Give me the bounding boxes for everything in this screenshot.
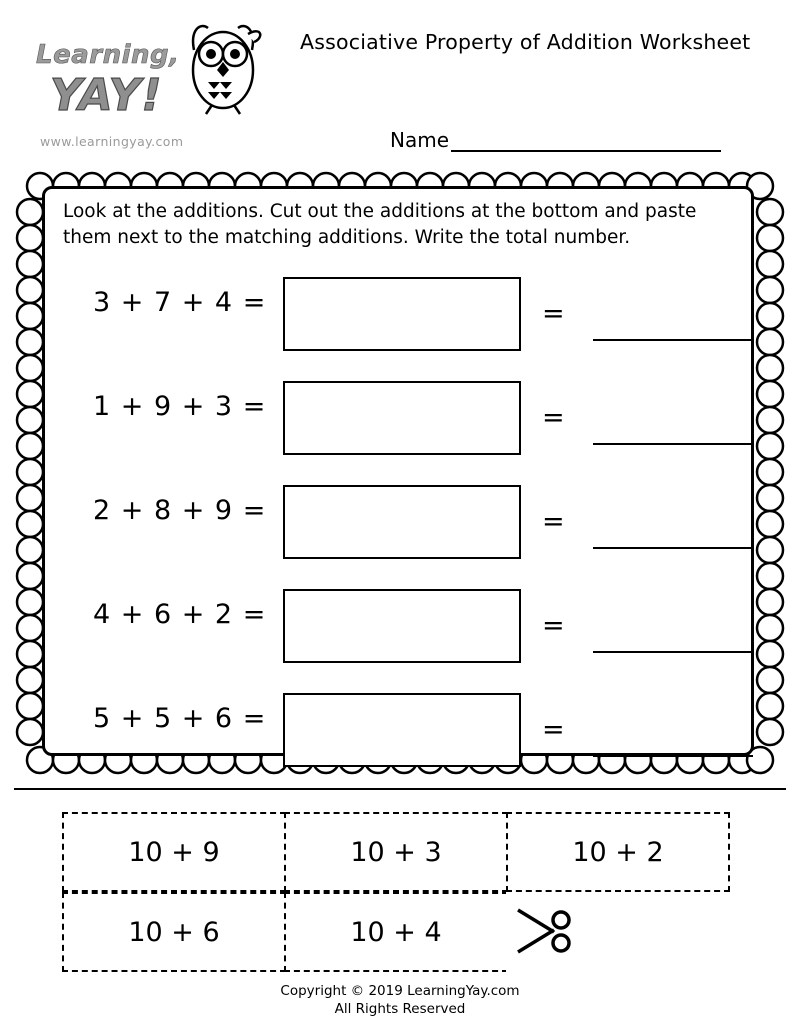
paste-box[interactable] <box>283 693 521 767</box>
name-input-line[interactable] <box>451 132 721 152</box>
equals-sign: = <box>542 506 565 537</box>
cutout-row <box>62 812 742 892</box>
problem-expression: 3 + 7 + 4 = <box>93 287 267 318</box>
page-footer <box>0 982 800 1018</box>
answer-line[interactable] <box>593 651 753 653</box>
logo-text-learning: Learning, <box>36 40 180 70</box>
equals-sign: = <box>542 298 565 329</box>
worksheet-inner-box <box>42 186 754 756</box>
problem-row <box>45 679 757 783</box>
page-header <box>0 0 800 165</box>
scissors-icon <box>512 902 574 960</box>
instructions-text: Look at the additions. Cut out the additions at the bottom and paste them next to the matching additions. Write the total number. <box>63 201 697 249</box>
paste-box[interactable] <box>283 277 521 351</box>
cutout-card[interactable]: 10 + 9 <box>62 812 286 892</box>
name-label: Name <box>390 128 450 152</box>
problem-row <box>45 367 757 471</box>
name-field-row <box>390 128 721 152</box>
cutout-card[interactable]: 10 + 6 <box>62 892 286 972</box>
problem-list <box>45 263 757 783</box>
rights-line: All Rights Reserved <box>334 1001 466 1018</box>
logo-url: www.learningyay.com <box>40 134 184 149</box>
site-logo <box>28 8 258 158</box>
paste-box[interactable] <box>283 381 521 455</box>
page-title: Associative Property of Addition Worksheet <box>300 30 751 54</box>
equals-sign: = <box>542 610 565 641</box>
owl-icon <box>178 12 268 117</box>
answer-line[interactable] <box>593 339 753 341</box>
copyright-line: Copyright © 2019 LearningYay.com <box>280 983 520 999</box>
cutout-card[interactable]: 10 + 2 <box>506 812 730 892</box>
cutout-card[interactable]: 10 + 4 <box>284 892 508 972</box>
answer-line[interactable] <box>593 755 753 757</box>
paste-box[interactable] <box>283 589 521 663</box>
answer-line[interactable] <box>593 443 753 445</box>
problem-row <box>45 575 757 679</box>
problem-row <box>45 263 757 367</box>
section-divider <box>14 788 786 790</box>
problem-expression: 2 + 8 + 9 = <box>93 495 267 526</box>
equals-sign: = <box>542 714 565 745</box>
problem-expression: 1 + 9 + 3 = <box>93 391 267 422</box>
cutout-row <box>62 892 742 972</box>
problem-expression: 4 + 6 + 2 = <box>93 599 267 630</box>
problem-row <box>45 471 757 575</box>
cutout-section <box>62 812 742 972</box>
worksheet-panel <box>14 168 786 780</box>
cutout-card[interactable]: 10 + 3 <box>284 812 508 892</box>
scissors-slot <box>506 892 730 972</box>
paste-box[interactable] <box>283 485 521 559</box>
answer-line[interactable] <box>593 547 753 549</box>
logo-text-yay: YAY! <box>50 70 163 121</box>
equals-sign: = <box>542 402 565 433</box>
problem-expression: 5 + 5 + 6 = <box>93 703 267 734</box>
